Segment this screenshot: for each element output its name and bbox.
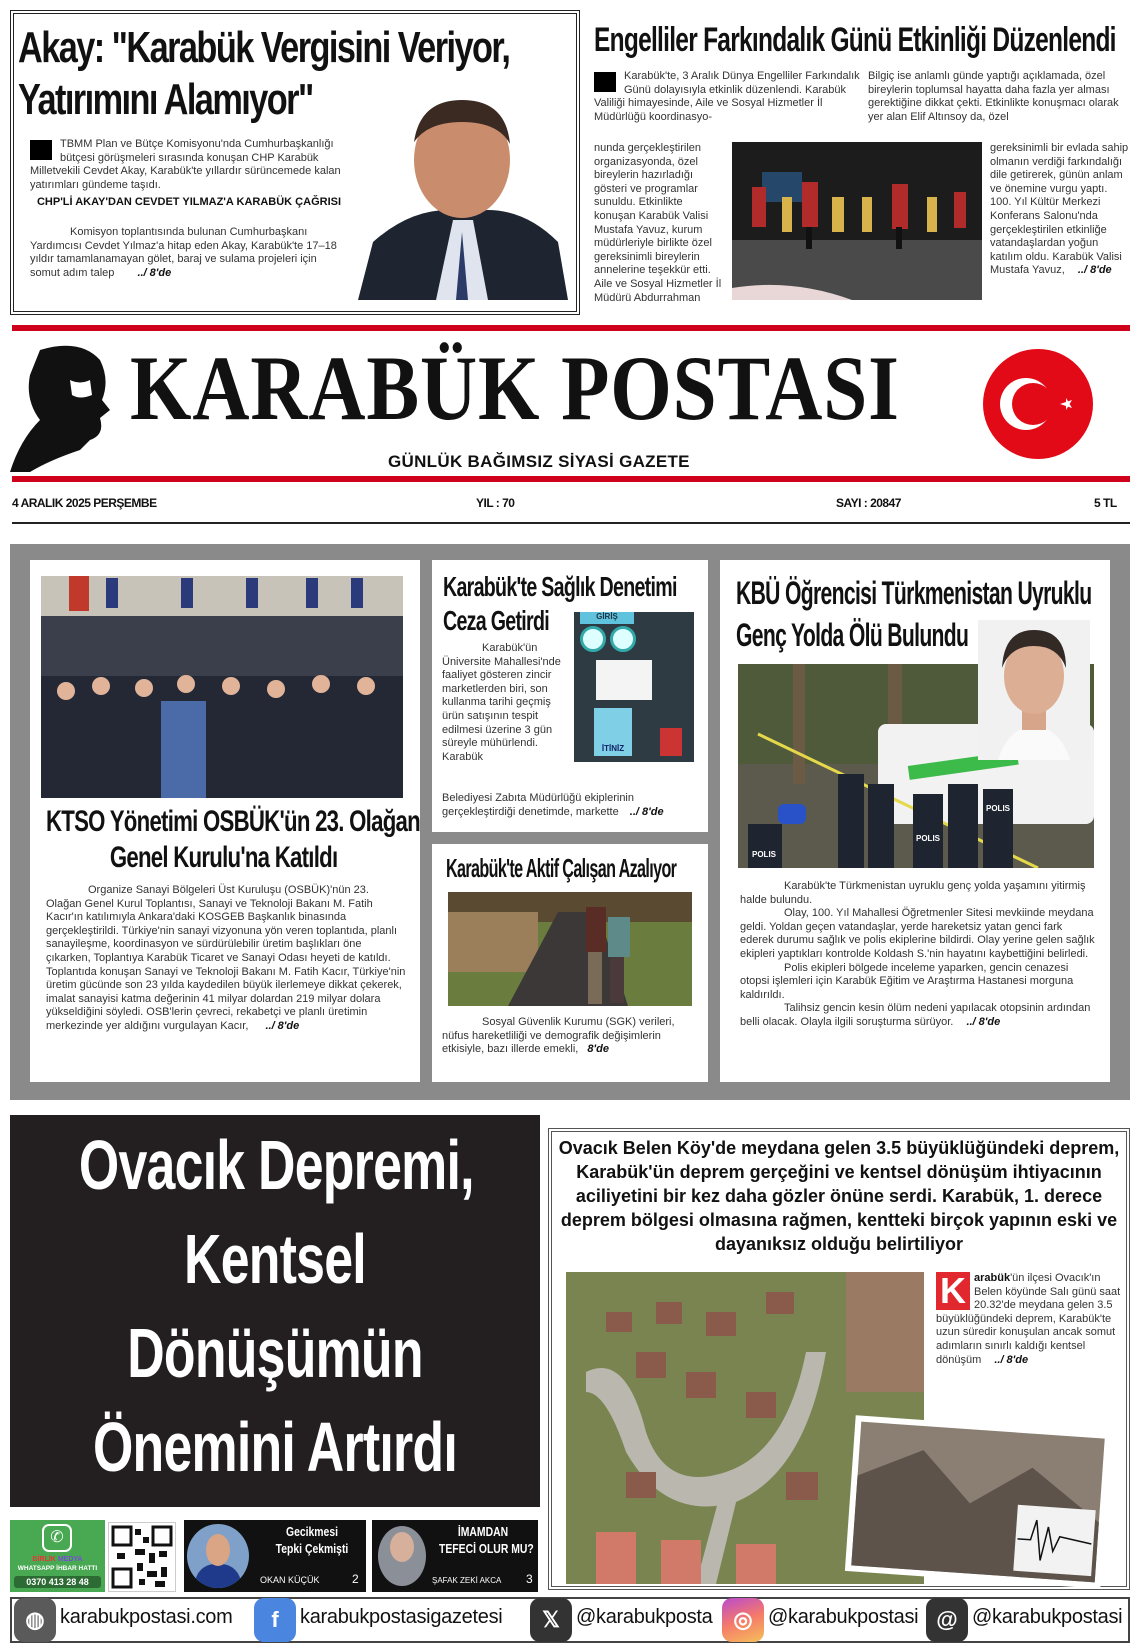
- brand-birlik: BİRLİK: [32, 1556, 56, 1563]
- akay-headline-line2: Yatırımını Alamıyor": [18, 75, 313, 124]
- ktso-headline[interactable]: [46, 804, 420, 876]
- engelliler-col2-bottom-text: gereksinimli bir evlada sahip olmanın verdiği farkındalığı dile getirerek, günün anlam ve önemine vurgu yaptı. 100. Yıl Kültür Merkezi Konferans Salonu'nda gerçekleştirilen etkinliğe vatandaşlardan yoğun katılım oldu. Karabük Valisi Mustafa Yavuz,: [990, 142, 1129, 277]
- saglik-headline-line1: Karabük'te Sağlık Denetimi: [443, 571, 677, 602]
- okan-face: [206, 1534, 230, 1566]
- saglik-body-side: Karabük'ün Üniversite Mahallesi'nde faaliyet gösteren zincir marketlerden biri, son kullanma tarihi geçmiş ürün satışının tespit edilmesi üzerine 3 gün süreyle mühürlendi. Karabük: [442, 642, 561, 763]
- saglik-body-full: [442, 792, 700, 819]
- kbu-paragraph: Polis ekipleri bölgede inceleme yaparken, gencin cenazesi otopsi işlemleri için Karabük Eğitim ve Araştırma Hastanesi morguna kaldırıldı.: [740, 961, 1074, 1001]
- engelliler-col1-bottom: nunda gerçekleştirilen organizasyonda, özel bireylerin hazırladığı gösteri ve programlar sunuldu. Etkinlikte konuşan Karabük Valisi Mustafa Yavuz, kurum müdürleriyle birlikte özel gereksinimli bireylerin annelerine teşekkür etti. Aile ve Sosyal Hizmetler İl Müdürü Abdurrahman: [594, 142, 722, 304]
- ktso-headline-line2: Genel Kurulu'na Katıldı: [109, 841, 338, 874]
- rubble-graphic: [845, 1415, 1111, 1588]
- column-title-line1: Gecikmesi: [285, 1524, 339, 1539]
- kbu-paragraph-text: Talihsiz gencin kesin ölüm nedeni yapılacak otopsinin ardından belli olacak. Olayla ilgili soruşturma sürüyor.: [740, 1002, 1091, 1028]
- aktif-elderly-couple-photo: [448, 892, 692, 1006]
- akay-headline-line1: Akay: "Karabük Vergisini Veriyor,: [18, 23, 510, 72]
- okan-suit: [195, 1564, 241, 1588]
- column-title-line2: TEFECİ OLUR MU?: [439, 1541, 534, 1556]
- saglik-body-full-text: Belediyesi Zabıta Müdürlüğü ekiplerinin gerçekleştirdiği denetimde, markette: [442, 792, 634, 818]
- masthead-bottom-rule: [12, 476, 1130, 482]
- drop-cap: K: [936, 1272, 970, 1310]
- x-link[interactable]: @karabukposta: [576, 1606, 713, 1628]
- polis-label-3: POLIS: [986, 804, 1011, 813]
- victim-portrait-graphic: [978, 620, 1090, 760]
- akay-body-text: Komisyon toplantısında bulunan Cumhurbaşkanı Yardımcısı Cevdet Yılmaz'a hitap eden Akay, Karabük'te 17–18 yıldır tamamlanamayan gölet, baraj ve sulama projeleri için somut adım talep: [30, 226, 337, 279]
- qr-code-icon: [109, 1523, 175, 1591]
- akay-continue-link[interactable]: ../ 8'de: [137, 266, 172, 279]
- threads-link[interactable]: @karabukpostasi: [972, 1606, 1123, 1628]
- saglik-continue-link[interactable]: ../ 8'de: [629, 805, 664, 818]
- deprem-headline-line: Dönüşümün: [127, 1314, 423, 1392]
- akay-photo: [358, 92, 568, 300]
- engelliler-col2-bottom: [990, 142, 1130, 278]
- safak-face: [390, 1532, 414, 1562]
- info-bar-rule: [12, 522, 1130, 524]
- column-title-line1: İMAMDAN: [457, 1524, 509, 1539]
- aktif-body-text: Sosyal Güvenlik Kurumu (SGK) verileri, nüfus hareketliliği ve demografik değişimlerin etkisiyle, bazı illerde emekli,: [442, 1016, 675, 1056]
- column-author-safak: ŞAFAK ZEKİ AKCA: [432, 1576, 502, 1585]
- column-author-okan: OKAN KÜÇÜK: [260, 1575, 320, 1585]
- x-icon[interactable]: 𝕏: [530, 1598, 572, 1642]
- akay-lead: [30, 138, 348, 192]
- aktif-body: [442, 1016, 700, 1057]
- engelliler-headline[interactable]: Engelliler Farkındalık Günü Etkinliği Düzenlendi: [594, 21, 1116, 59]
- deprem-body: [936, 1272, 1122, 1367]
- akay-subheading: CHP'Lİ AKAY'DAN CEVDET YILMAZ'A KARABÜK ÇAĞRISI: [36, 196, 342, 208]
- facebook-icon[interactable]: f: [254, 1598, 296, 1642]
- sign-itiniz: İTİNİZ: [594, 708, 632, 756]
- qr-code[interactable]: [108, 1522, 176, 1592]
- deprem-rubble-photo: [845, 1415, 1111, 1588]
- drop-cap-rest: arabük: [974, 1272, 1011, 1284]
- column-ad-safak[interactable]: [372, 1520, 538, 1592]
- column-page-safak: 3: [526, 1572, 533, 1586]
- author-photo-okan: [187, 1524, 249, 1588]
- column-title-safak: [428, 1523, 538, 1557]
- aktif-continue-link[interactable]: 8'de: [587, 1043, 609, 1056]
- ataturk-icon: [10, 340, 120, 472]
- brand-medya: MEDYA: [57, 1556, 83, 1563]
- engelliler-col2-top: Bilgiç ise anlamlı günde yaptığı açıklamada, özel bireylerin toplumsal hayatta daha fazla yer alması gerektiğine dikkat çekti. Etkinlikte konuşmacı olarak yer alan Elif Altınsoy da, özel: [868, 70, 1119, 123]
- engelliler-stage-photo: [732, 142, 982, 300]
- whatsapp-icon: ✆: [42, 1524, 72, 1552]
- facebook-link[interactable]: karabukpostasigazetesi: [300, 1606, 503, 1628]
- instagram-icon[interactable]: ◎: [722, 1598, 764, 1642]
- akay-body: [30, 226, 348, 280]
- column-ad-okan[interactable]: [184, 1520, 366, 1592]
- saglik-shop-door-photo: [574, 612, 694, 762]
- newspaper-title[interactable]: KARABÜK POSTASI: [130, 337, 900, 439]
- ktso-body-text: Organize Sanayi Bölgeleri Üst Kuruluşu (OSBÜK)'nün 23. Olağan Genel Kurul Toplantısı, Sanayi ve Teknoloji Bakanı M. Fatih Kacır'ın katılımıyla Ankara'daki KOSGEB Başkanlık binasında gerçekleştirildi. Türkiye'nin sanayi vizyonuna yön veren toplantıda, planlı sanayileşme, koordinasyon ve sürdürülebilir üretim başlıkları öne çıkarken, Toplantıya Karabük Ticaret ve Sanayi Odası heyeti de katıldı. Toplantıda konuşan Sanayi ve Teknoloji Bakanı M. Fatih Kacır, Türkiye'nin üretim gücünde son 23 yılda kaydedilen büyük ilerlemeye dikkat çekerek, imalat sanayisi katma değerinin 41 milyar dolardan 219 milyar dolara yükseldiğini söyledi. OSB'lerin çevreci, rekabetçi ve planlı üretimin merkezinde yer aldığını vurgulayan Kacır,: [46, 884, 406, 1032]
- issue-date: 4 ARALIK 2025 PERŞEMBE: [12, 496, 157, 510]
- web-icon[interactable]: ◍: [14, 1598, 56, 1642]
- ktso-meeting-photo: [41, 576, 403, 798]
- deprem-summary: Ovacık Belen Köy'de meydana gelen 3.5 büyüklüğündeki deprem, Karabük'ün deprem gerçeğini ve kentsel dönüşüm ihtiyacının aciliyetini bir kez daha gözler önüne serdi. Karabük, 1. derece deprem bölgesi olmasına rağmen, kentteki birçok yapının eski ve dayanıksız olduğu belirtiliyor: [558, 1138, 1120, 1254]
- aktif-headline[interactable]: Karabük'te Aktif Çalışan Azalıyor: [446, 853, 677, 883]
- kbu-victim-portrait: [978, 620, 1090, 760]
- column-title-line2: Tepki Çekmişti: [275, 1541, 349, 1556]
- whatsapp-phone: 0370 413 28 48: [14, 1576, 101, 1588]
- turkish-flag-icon: [982, 348, 1094, 460]
- deprem-headline[interactable]: [10, 1118, 540, 1494]
- audience-graphic: [41, 576, 403, 798]
- issue-number: SAYI : 20847: [836, 496, 901, 510]
- park-path-graphic: [448, 892, 692, 1006]
- kbu-headline-line2: Genç Yolda Ölü Bulundu: [736, 617, 969, 653]
- deprem-headline-line: Ovacık Depremi,: [78, 1126, 474, 1204]
- akay-portrait-graphic: [358, 92, 568, 300]
- issue-price: 5 TL: [1094, 496, 1117, 510]
- column-page-okan: 2: [352, 1572, 359, 1586]
- no-pets-icon: [610, 626, 636, 652]
- polis-label-1: POLIS: [752, 850, 777, 859]
- whatsapp-ad[interactable]: [10, 1520, 105, 1592]
- issue-year: YIL : 70: [476, 496, 515, 510]
- kbu-continue-link[interactable]: ../ 8'de: [966, 1015, 1001, 1028]
- ataturk-silhouette: [10, 340, 120, 472]
- ktso-continue-link[interactable]: ../ 8'de: [265, 1019, 300, 1032]
- newspaper-subtitle: GÜNLÜK BAĞIMSIZ SİYASİ GAZETE: [388, 452, 690, 471]
- dancers-graphic: [732, 142, 982, 300]
- ad-brand: [10, 1555, 105, 1564]
- no-smoking-icon: [580, 626, 606, 652]
- deprem-body-text: 'ün ilçesi Ovacık'ın Belen köyünde Salı günü saat 20.32'de meydana gelen 3.5 büyüklüğündeki deprem, Karabük'te uzun süredir konuşulan ancak somut adımların sınırlı kaldığı kentsel dönüşüm: [936, 1272, 1121, 1366]
- akay-lead-text: TBMM Plan ve Bütçe Komisyonu'nda Cumhurbaşkanlığı bütçesi görüşmeleri sırasında konuşan CHP Karabük Milletvekili Cevdet Akay, Karabük'te yıllardır sürüncemede kalan yatırımları gündeme taşıdı.: [30, 138, 341, 191]
- deprem-headline-line: Önemini Artırdı: [92, 1408, 457, 1486]
- ktso-body: [46, 884, 406, 1034]
- kbu-body: [740, 880, 1096, 1030]
- sign-giris: GİRİŞ: [580, 612, 634, 624]
- kbu-paragraph: Olay, 100. Yıl Mahallesi Öğretmenler Sitesi mevkiinde meydana geldi. Yoldan geçen vatandaşlar, yerde hareketsiz yatan genci fark ederek durumu sağlık ve polis ekiplerine bildirdi. Olay yerine gelen sağlık ekipleri yaptıkları kontrolde Koldash S.'nin hayatını kaybettiğini belirledi.: [740, 907, 1095, 960]
- deprem-continue-link[interactable]: ../ 8'de: [994, 1353, 1029, 1366]
- kbu-headline-line1: KBÜ Öğrencisi Türkmenistan Uyruklu: [736, 575, 1092, 611]
- whatsapp-label: WHATSAPP İHBAR HATTI: [17, 1565, 98, 1572]
- masthead-top-rule: [12, 325, 1130, 331]
- kbu-paragraph: Karabük'te Türkmenistan uyruklu genç yolda yaşamını yitirmiş halde bulundu.: [740, 880, 1086, 906]
- red-sticker: [660, 728, 682, 756]
- deprem-headline-line: Kentsel: [184, 1220, 366, 1298]
- bullet-square: [594, 72, 616, 92]
- turkish-flag: [982, 348, 1094, 460]
- engelliler-continue-link[interactable]: ../ 8'de: [1077, 264, 1112, 277]
- polis-label-2: POLIS: [916, 834, 941, 843]
- saglik-headline-line2: Ceza Getirdi: [443, 605, 549, 636]
- engelliler-col1-top: [594, 70, 862, 124]
- engelliler-col1-top-text: Karabük'te, 3 Aralık Dünya Engelliler Farkındalık Günü dolayısıyla etkinlik düzenlendi. Karabük Valiliği himayesinde, Aile ve Sosyal Hizmetler İl Müdürlüğü koordinasyo-: [594, 70, 860, 123]
- ktso-headline-line1: KTSO Yönetimi OSBÜK'ün 23. Olağan: [46, 805, 420, 838]
- notice-paper: [596, 660, 652, 700]
- bullet-square: [30, 140, 52, 160]
- threads-icon[interactable]: @: [926, 1598, 968, 1642]
- kbu-paragraph-last: [740, 1002, 1096, 1029]
- website-link[interactable]: karabukpostasi.com: [60, 1606, 233, 1628]
- instagram-link[interactable]: @karabukpostasi: [768, 1606, 919, 1628]
- column-title-okan: [258, 1523, 366, 1557]
- author-photo-safak: [378, 1526, 426, 1586]
